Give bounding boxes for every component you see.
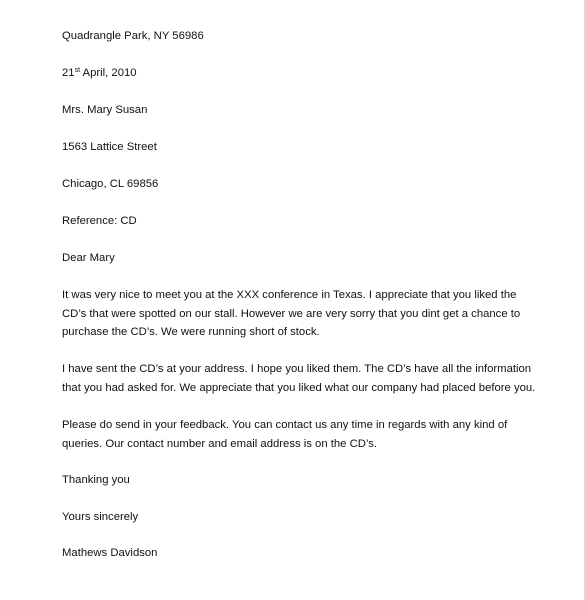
date-day: 21: [62, 67, 75, 79]
recipient-name: Mrs. Mary Susan: [62, 104, 148, 116]
paragraph-line: queries. Our contact number and email address is on the CD’s.: [62, 437, 378, 450]
recipient-city: Chicago, CL 69856: [62, 178, 159, 190]
letter-date: [62, 66, 137, 80]
recipient-street: 1563 Lattice Street: [62, 141, 157, 153]
paragraph-line: Please do send in your feedback. You can contact us any time in regards with any kind of: [62, 419, 508, 431]
paragraph-line: It was very nice to meet you at the XXX conference in Texas. I appreciate that you liked the: [62, 289, 517, 301]
paragraph-line: purchase the CD’s. We were running short of stock.: [62, 326, 320, 339]
signature-name: Mathews Davidson: [62, 547, 158, 559]
date-month-year: April, 2010: [80, 67, 137, 79]
paragraph-2: [62, 360, 536, 397]
closing-thanks: Thanking you: [62, 474, 130, 486]
paragraph-line: that you had asked for. We appreciate that you liked what our company had placed before you.: [62, 381, 536, 394]
paragraph-3: [62, 416, 532, 453]
date-suffix: st: [74, 67, 81, 74]
salutation: Dear Mary: [62, 252, 115, 264]
paragraph-1: [62, 286, 532, 342]
sender-address: Quadrangle Park, NY 56986: [62, 30, 204, 42]
reference-line: Reference: CD: [62, 215, 137, 227]
paragraph-line: I have sent the CD’s at your address. I hope you liked them. The CD’s have all the information: [62, 363, 532, 375]
closing: Yours sincerely: [62, 511, 139, 523]
paragraph-line: CD’s that were spotted on our stall. However we are very sorry that you dint get a chance to: [62, 307, 521, 320]
